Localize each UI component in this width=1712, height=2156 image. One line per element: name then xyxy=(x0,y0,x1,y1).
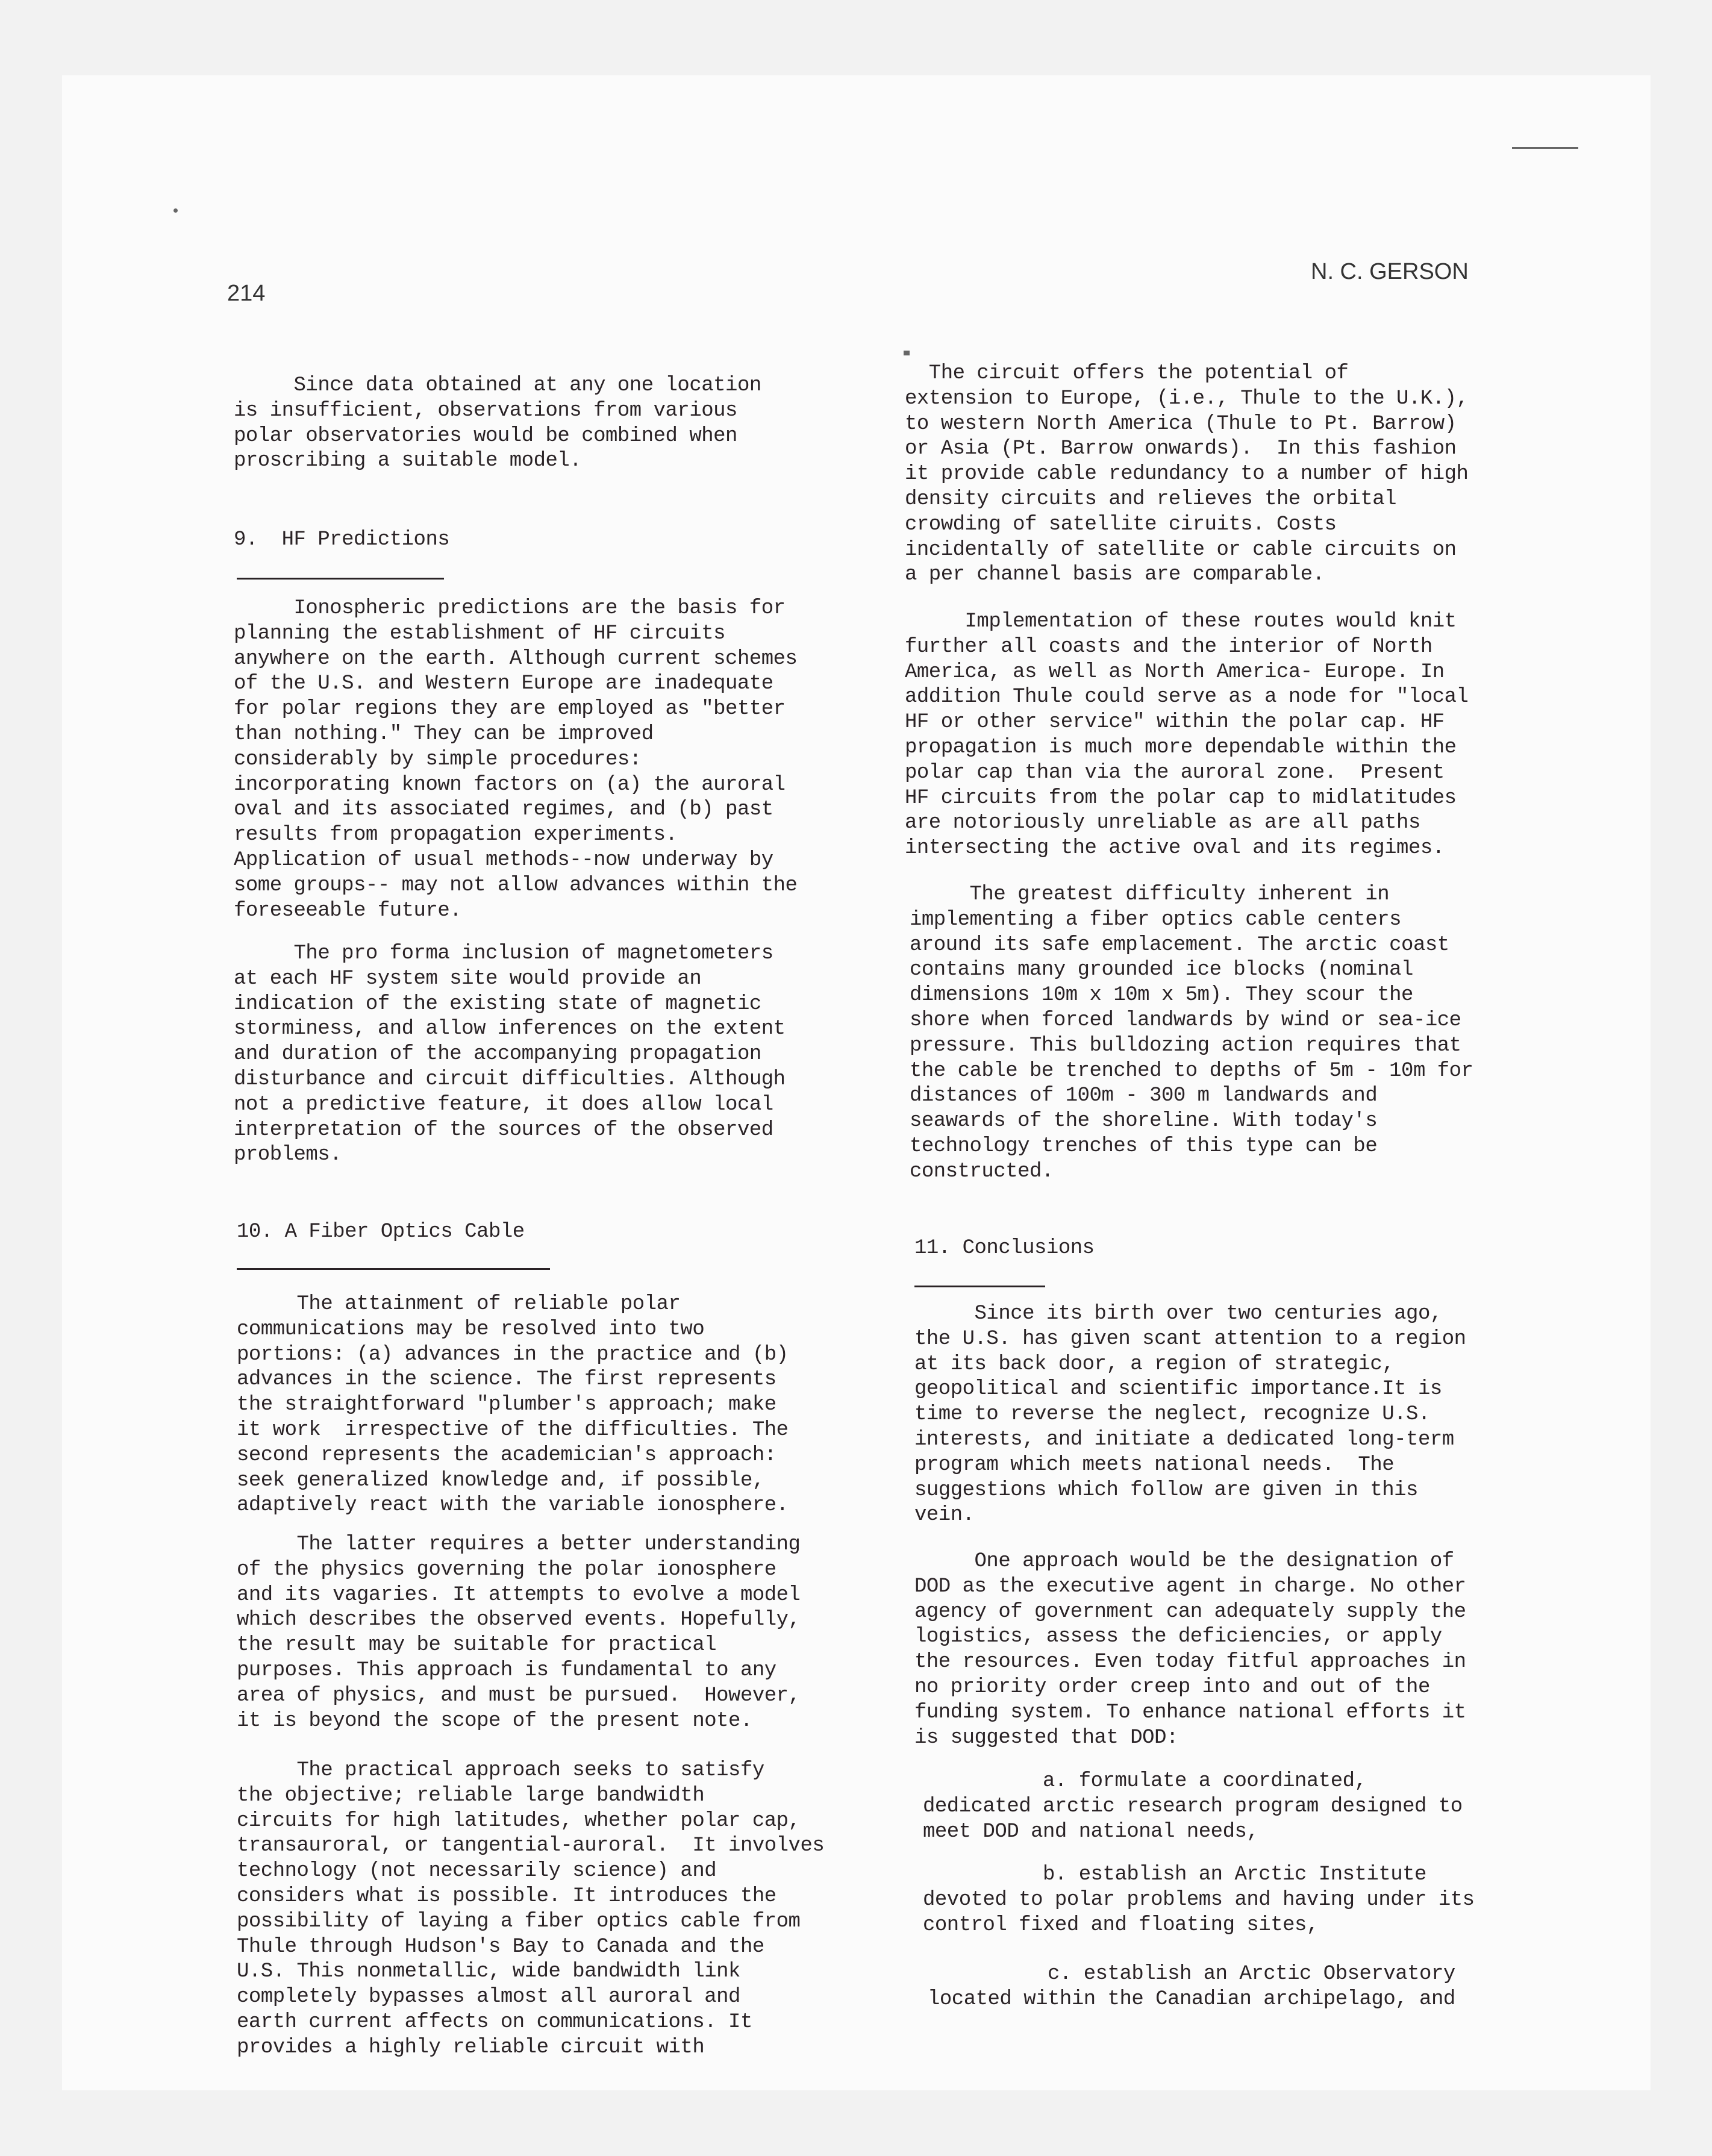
paragraph: Since data obtained at any one location is insufficient, observations from various polar observatories would be combined when proscribing a suitable model. xyxy=(234,374,761,473)
running-header-author: N. C. GERSON xyxy=(1311,259,1469,284)
paragraph: Implementation of these routes would knit further all coasts and the interior of North America, as well as North America- Europe. In addition Thule could serve as a node for "local HF or other service" within the polar cap. HF propagation is much more dependable within the polar cap than via the auroral zone. Present HF circuits from the polar cap to midlatitudes are notoriously unreliable as are all paths intersecting the active oval and its regimes. xyxy=(905,610,1469,860)
list-item-b: b. establish an Arctic Institute devoted to polar problems and having under its control fixed and floating sites, xyxy=(923,1863,1475,1937)
paragraph: The latter requires a better understanding of the physics governing the polar ionosphere and its vagaries. It attempts to evolve a model which describes the observed events. Hopefully, the result may be suitable for practical purposes. This approach is fundamental to any area of physics, and must be pursued. However, it is beyond the scope of the present note. xyxy=(237,1533,801,1733)
stray-mark xyxy=(904,351,910,355)
scan-artifact-dot xyxy=(173,208,178,213)
scan-artifact-line xyxy=(1512,147,1578,149)
section-heading-10: 10. A Fiber Optics Cable xyxy=(237,1220,525,1243)
list-item-c: c. establish an Arctic Observatory located within the Canadian archipelago, and xyxy=(928,1963,1455,2011)
paragraph: Since its birth over two centuries ago, the U.S. has given scant attention to a region at its back door, a region of strategic, geopolitical and scientific importance.It is time to reverse the neglect, recognize U.S. interests, and initiate a dedicated long-term program which meets national needs. The suggestions which follow are given in this vein. xyxy=(914,1302,1466,1527)
paragraph: The circuit offers the potential of extension to Europe, (i.e., Thule to the U.K.), to western North America (Thule to Pt. Barrow) or Asia (Pt. Barrow onwards). In this fashion it provide cable redundancy to a number of high density circuits and relieves the orbital crowding of satellite ciruits. Costs incidentally of satellite or cable circuits on a per channel basis are comparable. xyxy=(905,362,1469,587)
paragraph: Ionospheric predictions are the basis for planning the establishment of HF circuits anywhere on the earth. Although current schemes of the U.S. and Western Europe are inadequate for polar regions they are employed as "better than nothing." They can be improved considerably by simple procedures: incorporating known factors on (a) the auroral oval and its associated regimes, and (b) past results from propagation experiments. Application of usual methods--now underway by some groups-- may not allow advances within the foreseeable future. xyxy=(234,597,798,922)
heading-underline xyxy=(237,1268,550,1270)
heading-underline xyxy=(914,1286,1045,1287)
paragraph: The pro forma inclusion of magnetometers at each HF system site would provide an indication of the existing state of magnetic storminess, and allow inferences on the extent and duration of the accompanying propagation disturbance and circuit difficulties. Although not a predictive feature, it does allow local interpretation of the sources of the observed problems. xyxy=(234,942,786,1167)
paragraph: The greatest difficulty inherent in implementing a fiber optics cable centers around its safe emplacement. The arctic coast contains many grounded ice blocks (nominal dimensions 10m x 10m x 5m). They scour the shore when forced landwards by wind or sea-ice pressure. This bulldozing action requires that the cable be trenched to depths of 5m - 10m for distances of 100m - 300 m landwards and seawards of the shoreline. With today's technology trenches of this type can be constructed. xyxy=(910,883,1473,1183)
paragraph: The attainment of reliable polar communications may be resolved into two portions: (a) advances in the practice and (b) advances in the science. The first represents the straightforward "plumber's approach; make it work irrespective of the difficulties. The second represents the academician's approach: seek generalized knowledge and, if possible, adaptively react with the variable ionosphere. xyxy=(237,1293,789,1517)
paragraph: One approach would be the designation of DOD as the executive agent in charge. No other agency of government can adequately supply the logistics, assess the deficiencies, or apply the resources. Even today fitful approaches in no priority order creep into and out of the funding system. To enhance national efforts it is suggested that DOD: xyxy=(914,1550,1466,1749)
heading-underline xyxy=(237,578,444,580)
list-item-a: a. formulate a coordinated, dedicated arctic research program designed to meet DOD and national needs, xyxy=(923,1770,1463,1843)
page-number: 214 xyxy=(227,281,266,306)
paragraph: The practical approach seeks to satisfy the objective; reliable large bandwidth circuits for high latitudes, whether polar cap, transauroral, or tangential-auroral. It involves technology (not necessarily science) and considers what is possible. It introduces the possibility of laying a fiber optics cable from Thule through Hudson's Bay to Canada and the U.S. This nonmetallic, wide bandwidth link completely bypasses almost all auroral and earth current affects on communications. It provides a highly reliable circuit with xyxy=(237,1759,825,2059)
section-heading-9: 9. HF Predictions xyxy=(234,528,450,551)
section-heading-11: 11. Conclusions xyxy=(914,1237,1095,1260)
